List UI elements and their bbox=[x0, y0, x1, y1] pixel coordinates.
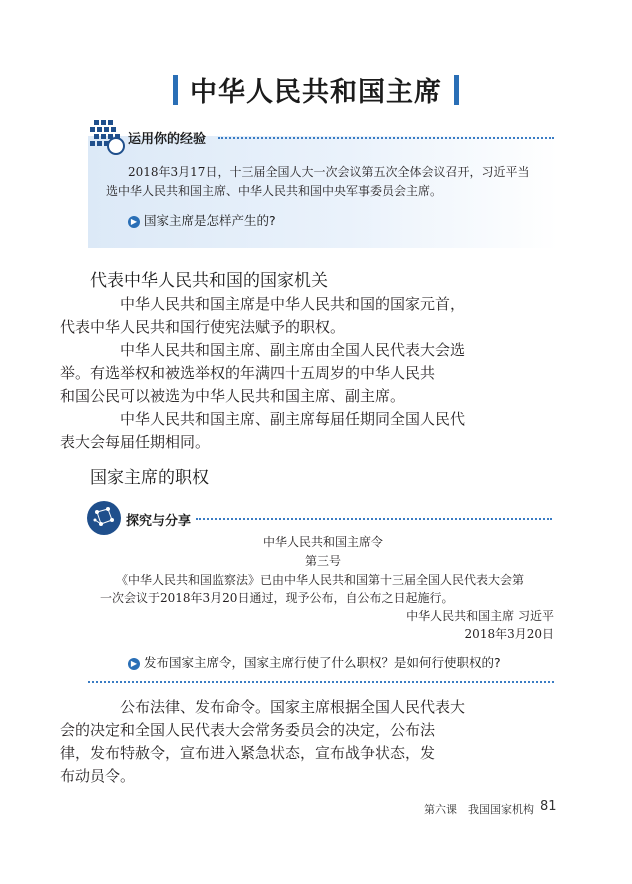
section-heading-1: 代表中华人民共和国的国家机关 bbox=[90, 271, 328, 291]
order-date: 2018年3月20日 bbox=[464, 627, 554, 641]
experience-question: ▶ 国家主席是怎样产生的? bbox=[128, 211, 276, 229]
explore-label: 探究与分享 bbox=[126, 514, 192, 529]
order-title: 中华人民共和国主席令 bbox=[262, 535, 383, 549]
page-title: 中华人民共和国主席 bbox=[0, 70, 632, 109]
play-icon: ▶ bbox=[128, 216, 140, 228]
case-line-1: 2018年3月17日，十三届全国人大一次会议第五次全体会议召开，习近平当 bbox=[128, 165, 530, 179]
footer-lesson: 第六课 我国国家机构 bbox=[424, 803, 534, 816]
body-text-2 bbox=[60, 696, 470, 788]
paragraph-1: 中华人民共和国主席是中华人民共和国的国家元首， 代表中华人民共和国行使宪法赋予的职权。 bbox=[60, 295, 466, 336]
explore-icon bbox=[86, 500, 122, 536]
experience-divider bbox=[218, 137, 554, 139]
case-line-2: 选中华人民共和国主席、中华人民共和国中央军事委员会主席。 bbox=[106, 184, 443, 198]
title-bar-left bbox=[173, 75, 178, 105]
explore-question: ▶ 发布国家主席令，国家主席行使了什么职权？是如何行使职权的? bbox=[128, 653, 501, 671]
paragraph-4: 公布法律、发布命令。国家主席根据全国人民代表大 会的决定和全国人民代表大会常务委员会的决定，公布法 律，发布特赦令，宣布进入紧急状态，宣布战争状态，发 布动员令。 bbox=[60, 698, 466, 785]
order-line-2: 一次会议于2018年3月20日通过，现予公布，自公布之日起施行。 bbox=[100, 591, 454, 605]
paragraph-2: 中华人民共和国主席、副主席由全国人民代表大会选 举。有选举权和被选举权的年满四十五周岁的中华人民共 和国公民可以被选为中华人民共和国主席、副主席。 bbox=[60, 341, 466, 405]
order-signature: 中华人民共和国主席 习近平 bbox=[406, 609, 554, 623]
body-text-1 bbox=[60, 293, 470, 454]
order-line-1: 《中华人民共和国监察法》已由中华人民共和国第十三届全国人民代表大会第 bbox=[116, 573, 525, 587]
explore-divider bbox=[196, 518, 552, 520]
order-number: 第三号 bbox=[304, 554, 341, 568]
page-number: 81 bbox=[540, 799, 557, 814]
experience-label: 运用你的经验 bbox=[128, 132, 207, 147]
section-heading-2: 国家主席的职权 bbox=[90, 468, 209, 488]
experience-icon bbox=[88, 118, 126, 156]
play-icon: ▶ bbox=[128, 658, 140, 670]
title-bar-right bbox=[454, 75, 459, 105]
explore-bottom-divider bbox=[88, 681, 554, 683]
paragraph-3: 中华人民共和国主席、副主席每届任期同全国人民代 表大会每届任期相同。 bbox=[60, 410, 466, 451]
